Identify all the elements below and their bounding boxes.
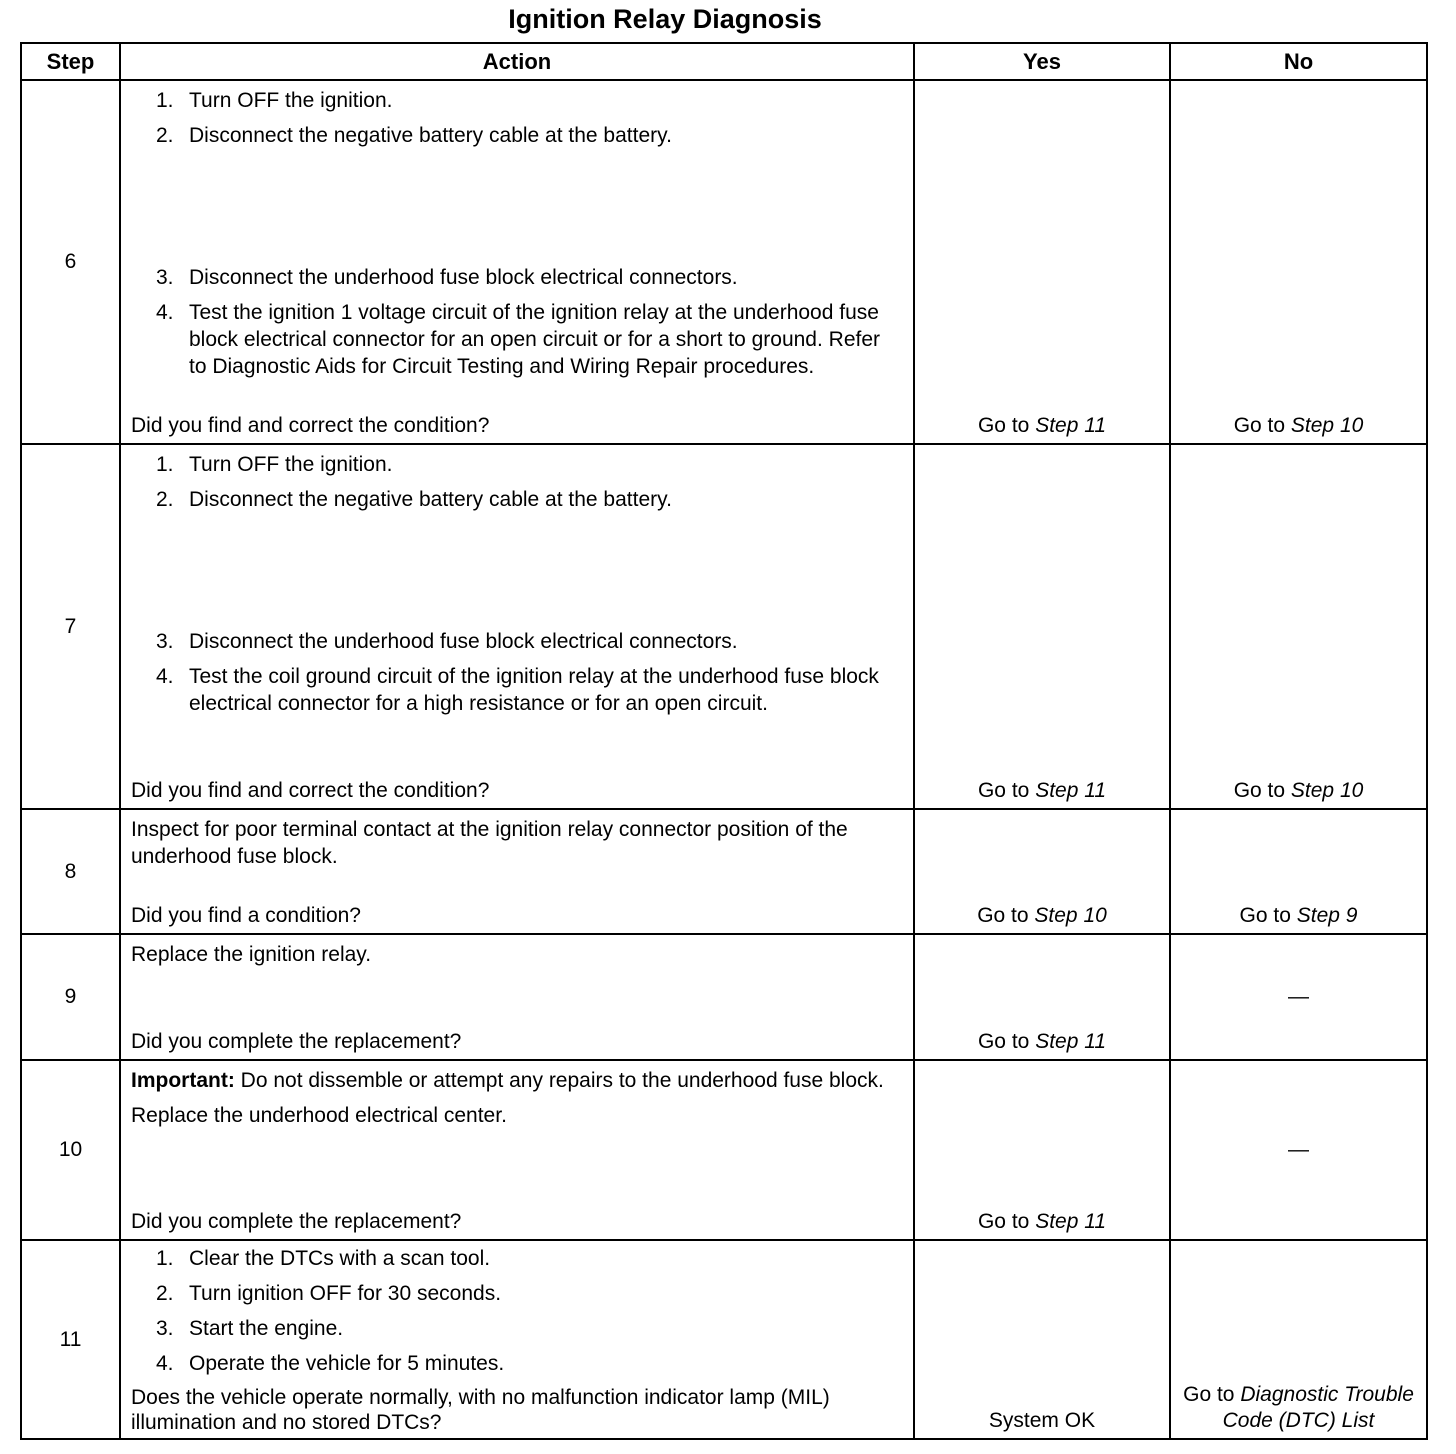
step-number: 11	[21, 1240, 120, 1439]
list-item: 3. Disconnect the underhood fuse block electrical connectors.	[156, 630, 738, 653]
header-step: Step	[21, 43, 120, 80]
step-number: 7	[21, 444, 120, 809]
yes-link[interactable]: Step 10	[1034, 904, 1107, 927]
no-link[interactable]: Step 10	[1290, 779, 1364, 802]
yes-cell: Go to Step 11	[914, 80, 1170, 444]
question-text: Did you complete the replacement?	[131, 1210, 462, 1233]
question-text: Did you complete the replacement?	[131, 1030, 462, 1053]
header-yes: Yes	[914, 43, 1170, 80]
no-cell	[1170, 934, 1427, 1060]
action-text: Replace the ignition relay.	[131, 943, 372, 966]
no-cell: Go to Step 10	[1170, 80, 1427, 444]
action-text: Inspect for poor terminal contact at the ignition relay connector position of the underhood fuse block.	[131, 818, 848, 868]
list-item: 3. Start the engine.	[156, 1317, 344, 1340]
header-action: Action	[120, 43, 914, 80]
no-cell: Go to Step 9	[1170, 809, 1427, 934]
table-row	[21, 444, 1427, 809]
action-cell	[120, 809, 914, 934]
yes-result: System OK	[988, 1409, 1096, 1432]
diagnosis-table	[20, 42, 1428, 1440]
yes-link[interactable]: Step 11	[1035, 1210, 1107, 1233]
page-title: Ignition Relay Diagnosis	[508, 4, 822, 34]
no-dash: —	[1288, 1138, 1309, 1161]
list-item: 1. Clear the DTCs with a scan tool.	[156, 1247, 491, 1270]
no-link[interactable]: Step 9	[1296, 904, 1358, 927]
no-link[interactable]: Diagnostic Trouble Code (DTC) List	[1222, 1383, 1414, 1432]
step-number: 6	[21, 80, 120, 444]
action-cell	[120, 1060, 914, 1240]
yes-cell: Go to Step 11	[914, 934, 1170, 1060]
action-cell	[120, 1240, 914, 1439]
table-row	[21, 1240, 1427, 1439]
step-number: 9	[21, 934, 120, 1060]
question-text: Did you find and correct the condition?	[131, 779, 490, 802]
important-note: Important: Do not dissemble or attempt any repairs to the underhood fuse block.	[131, 1069, 884, 1092]
list-item: 4. Test the coil ground circuit of the ignition relay at the underhood fuse block electrical connector for a high resistance or for an open circuit.	[156, 665, 879, 715]
question-text: Does the vehicle operate normally, with no malfunction indicator lamp (MIL) illumination and no stored DTCs?	[131, 1386, 830, 1434]
yes-link[interactable]: Step 11	[1035, 1030, 1107, 1053]
yes-cell	[914, 1240, 1170, 1439]
yes-cell: Go to Step 11	[914, 1060, 1170, 1240]
step-number: 10	[21, 1060, 120, 1240]
list-item: 2. Disconnect the negative battery cable at the battery.	[156, 488, 672, 511]
table-row	[21, 1060, 1427, 1240]
yes-cell: Go to Step 10	[914, 809, 1170, 934]
action-cell	[120, 444, 914, 809]
important-label: Important:	[131, 1069, 235, 1092]
list-item: 2. Disconnect the negative battery cable at the battery.	[156, 124, 672, 147]
no-cell: Go to Diagnostic Trouble Code (DTC) List	[1170, 1240, 1427, 1439]
table-row	[21, 809, 1427, 934]
action-cell	[120, 934, 914, 1060]
list-item: 3. Disconnect the underhood fuse block electrical connectors.	[156, 266, 738, 289]
list-item: 1. Turn OFF the ignition.	[156, 89, 393, 112]
action-text: Replace the underhood electrical center.	[131, 1104, 507, 1127]
list-item: 4. Operate the vehicle for 5 minutes.	[156, 1352, 505, 1375]
action-cell	[120, 80, 914, 444]
yes-link[interactable]: Step 11	[1035, 414, 1107, 437]
no-cell	[1170, 1060, 1427, 1240]
table-row	[21, 80, 1427, 444]
header-no: No	[1170, 43, 1427, 80]
table-row	[21, 934, 1427, 1060]
yes-link[interactable]: Step 11	[1035, 779, 1107, 802]
no-dash: —	[1288, 985, 1309, 1008]
no-cell: Go to Step 10	[1170, 444, 1427, 809]
question-text: Did you find and correct the condition?	[131, 414, 490, 437]
list-item: 2. Turn ignition OFF for 30 seconds.	[156, 1282, 502, 1305]
question-text: Did you find a condition?	[131, 904, 361, 927]
yes-cell: Go to Step 11	[914, 444, 1170, 809]
no-link[interactable]: Step 10	[1290, 414, 1364, 437]
header-row	[21, 43, 1427, 80]
step-number: 8	[21, 809, 120, 934]
list-item: 4. Test the ignition 1 voltage circuit of the ignition relay at the underhood fuse block electrical connector for an open circuit or for a short to ground. Refer to Diagnostic Aids for Circuit Testing and Wiring Repair procedures.	[156, 301, 881, 378]
list-item: 1. Turn OFF the ignition.	[156, 453, 393, 476]
